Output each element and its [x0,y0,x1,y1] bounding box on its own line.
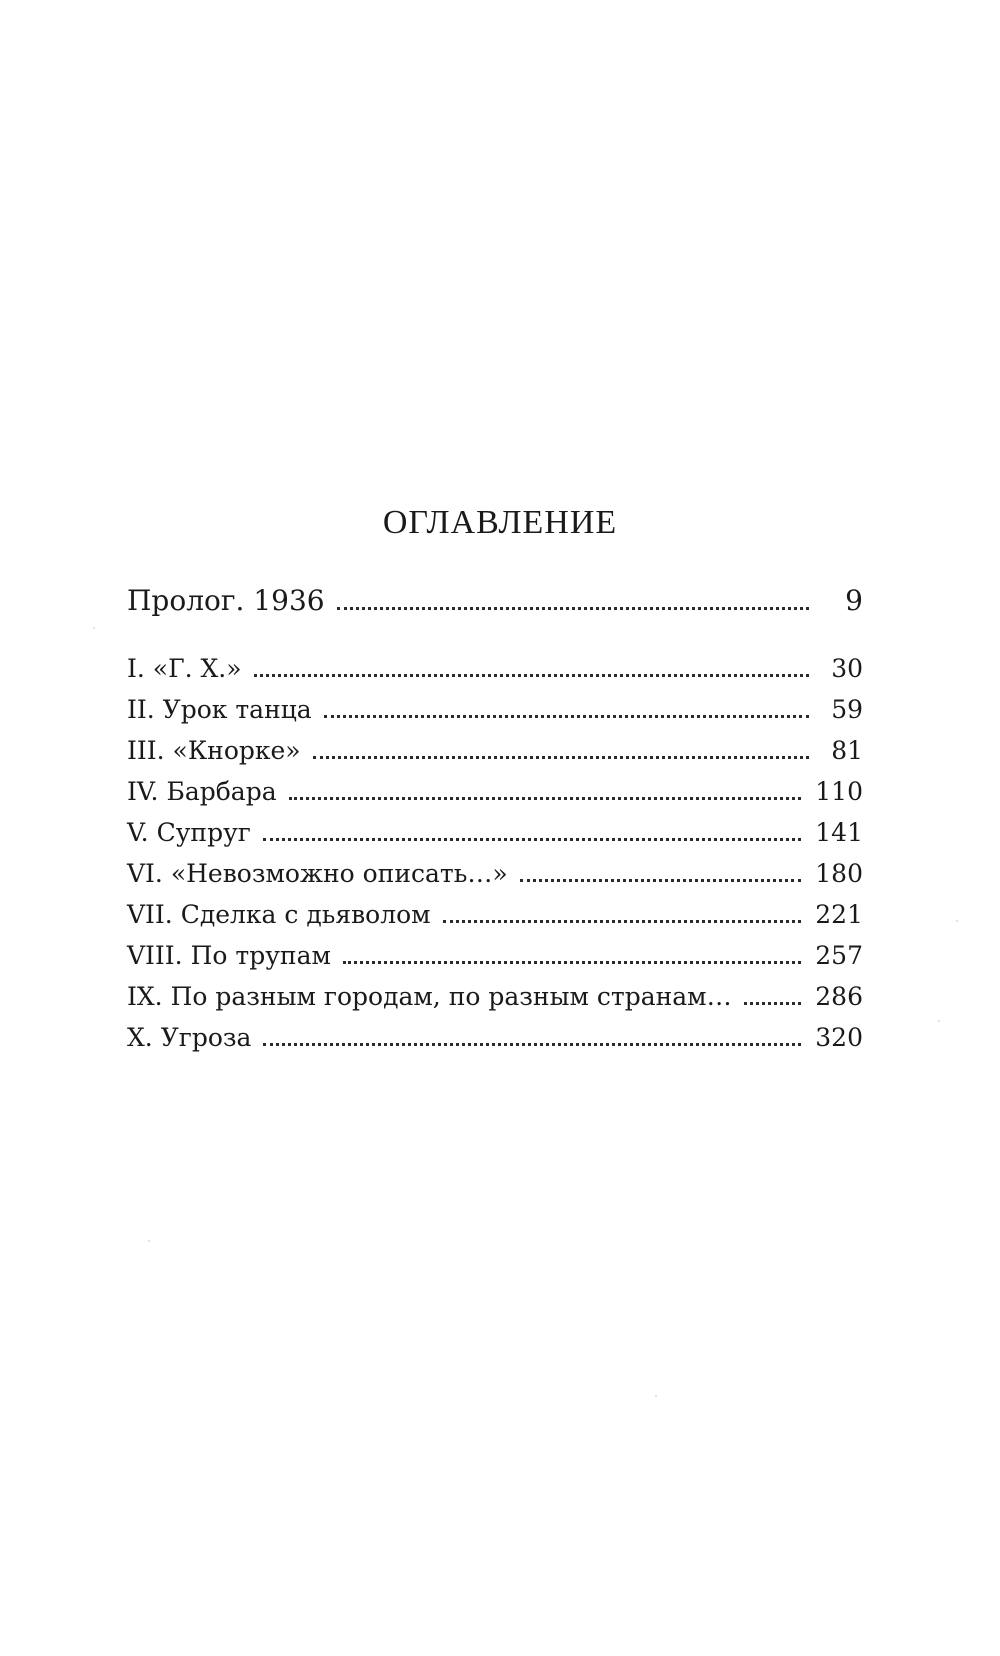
dot-leader [289,793,802,800]
toc-entry-page: 81 [831,736,863,765]
toc-entry-prologue [127,586,863,616]
toc-entry-title: VIII. По трупам [127,941,331,970]
toc-entry-title: II. Урок танца [127,695,312,724]
toc-entry-chapter-1 [127,654,863,684]
toc-entry-page: 30 [831,654,863,683]
toc-entry-chapter-8 [127,941,863,971]
dot-leader [263,834,801,841]
toc-entry-chapter-6 [127,859,863,889]
dot-leader [324,711,809,718]
dot-leader [337,603,809,610]
toc-entry-chapter-9 [127,982,863,1012]
dot-leader [744,998,802,1005]
toc-entry-title: IX. По разным городам, по разным странам… [127,982,732,1011]
dot-leader [263,1039,801,1046]
dot-leader [443,916,802,923]
toc-entry-title: V. Супруг [127,818,251,847]
toc-title: ОГЛАВЛЕНИЕ [382,504,618,541]
toc-entry-title: Пролог. 1936 [127,584,325,617]
toc-entry-page: 286 [815,982,863,1011]
dot-leader [313,752,809,759]
toc-entry-chapter-4 [127,777,863,807]
toc-entry-chapter-3 [127,736,863,766]
toc-entry-title: III. «Кнорке» [127,736,301,765]
toc-entry-chapter-5 [127,818,863,848]
toc-entry-title: VI. «Невозможно описать…» [127,859,508,888]
toc-entry-chapter-7 [127,900,863,930]
dot-leader [520,875,802,882]
toc-entry-page: 110 [815,777,863,806]
toc-entry-chapter-2 [127,695,863,725]
toc-entry-page: 9 [845,584,863,617]
toc-entry-title: I. «Г. Х.» [127,654,242,683]
toc-entry-page: 141 [815,818,863,847]
toc-entry-page: 320 [815,1023,863,1052]
toc-entry-page: 221 [815,900,863,929]
toc-entry-title: VII. Сделка с дьяволом [127,900,431,929]
dot-leader [254,670,809,677]
toc-entry-page: 59 [831,695,863,724]
dot-leader [343,957,801,964]
toc-entry-page: 180 [815,859,863,888]
toc-entry-title: IV. Барбара [127,777,277,806]
toc-entry-title: X. Угроза [127,1023,252,1052]
toc-entry-chapter-10 [127,1023,863,1053]
toc-entry-page: 257 [815,941,863,970]
